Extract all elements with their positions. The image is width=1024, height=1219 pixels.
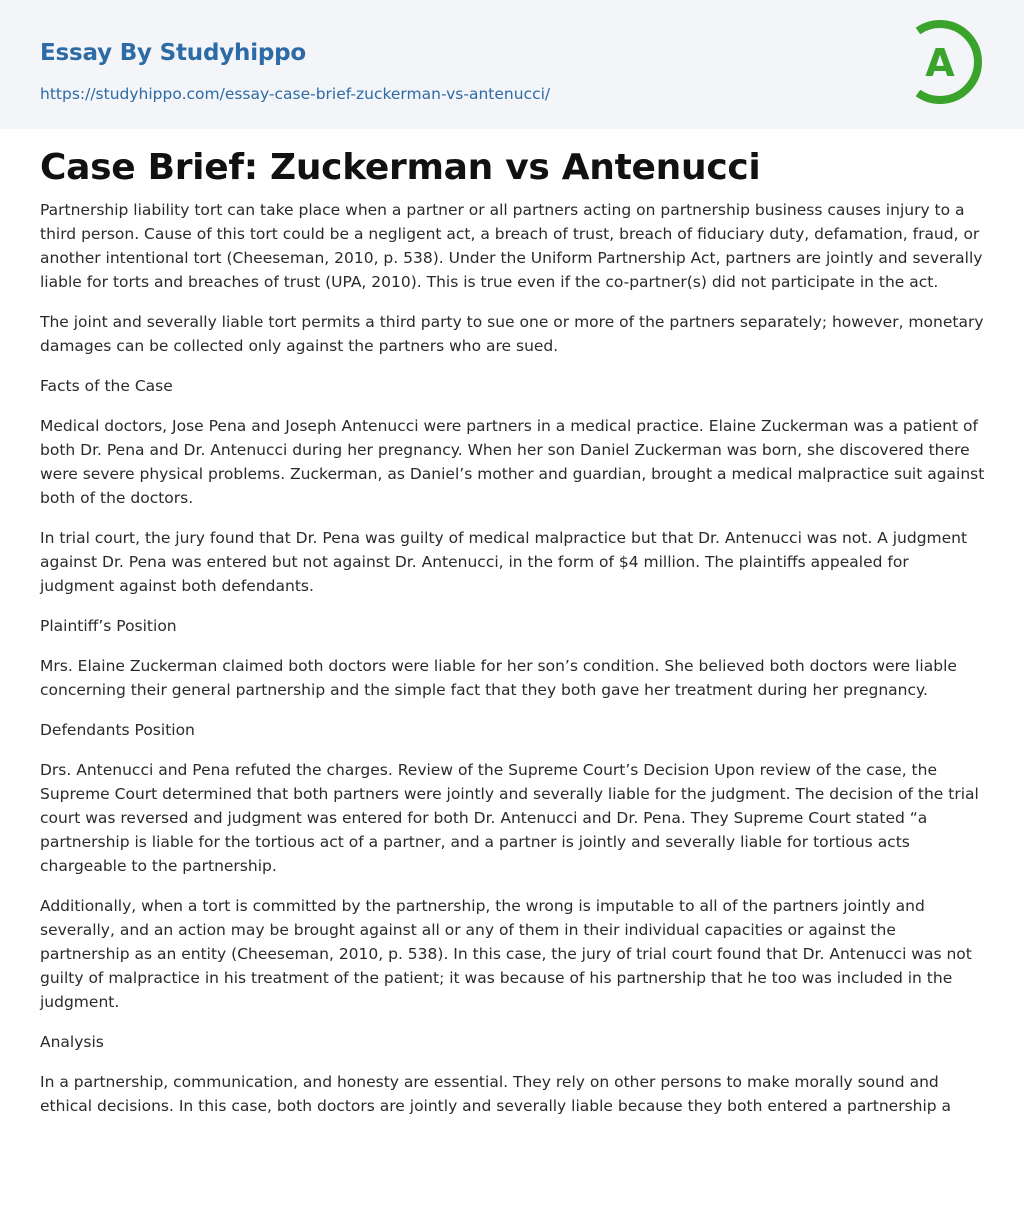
site-name[interactable]: Essay By Studyhippo <box>40 40 307 66</box>
logo-letter: A <box>925 41 955 85</box>
paragraph-defendants: Drs. Antenucci and Pena refuted the charges. Review of the Supreme Court’s Decision Upon review of the case, the Supreme Court determined that both partners were jointly and severally liable for the judgment. The decision of the trial court was reversed and judgment was entered for both Dr. Antenucci and Dr. Pena. They Supreme Court stated “a partnership is liable for the tortious act of a partner, and a partner is jointly and severally liable for tortious acts chargeable to the partnership. <box>40 761 979 875</box>
article <box>40 142 986 1134</box>
paragraph-analysis: In a partnership, communication, and honesty are essential. They rely on other persons to make morally sound and ethical decisions. In this case, both doctors are jointly and severally liable because they both entered a partnership a <box>40 1073 952 1115</box>
article-title: Case Brief: Zuckerman vs Antenucci <box>40 147 761 188</box>
essay-url-link[interactable]: https://studyhippo.com/essay-case-brief-zuckerman-vs-antenucci/ <box>40 85 551 103</box>
heading-plaintiff: Plaintiff’s Position <box>40 617 177 635</box>
paragraph-intro: Partnership liability tort can take place when a partner or all partners acting on partnership business causes injury to a third person. Cause of this tort could be a negligent act, a breach of trust, breach of fiduciary duty, defamation, fraud, or another intentional tort (Cheeseman, 2010, p. 538). Under the Uniform Partnership Act, partners are jointly and severally liable for torts and breaches of trust (UPA, 2010). This is true even if the co-partner(s) did not participate in the act. <box>40 201 983 291</box>
paragraph-additionally: Additionally, when a tort is committed by the partnership, the wrong is imputable to all of the partners jointly and severally, and an action may be brought against all or any of them in their individual capacities or against the partnership as an entity (Cheeseman, 2010, p. 538). In this case, the jury of trial court found that Dr. Antenucci was not guilty of malpractice in his treatment of the patient; it was because of his partnership that he too was included in the judgment. <box>40 897 972 1011</box>
paragraph-joint-liability: The joint and severally liable tort permits a third party to sue one or more of the partners separately; however, monetary damages can be collected only against the partners who are sued. <box>40 313 984 355</box>
heading-defendants: Defendants Position <box>40 721 195 739</box>
site-header <box>0 0 1024 129</box>
paragraph-facts: Medical doctors, Jose Pena and Joseph Antenucci were partners in a medical practice. Elaine Zuckerman was a patient of both Dr. Pena and Dr. Antenucci during her pregnancy. When her son Daniel Zuckerman was born, she discovered there were severe physical problems. Zuckerman, as Daniel’s mother and guardian, brought a medical malpractice suit against both of the doctors. <box>40 417 985 507</box>
paragraph-plaintiff: Mrs. Elaine Zuckerman claimed both doctors were liable for her son’s condition. She believed both doctors were liable concerning their general partnership and the simple fact that they both gave her treatment during her pregnancy. <box>40 657 957 699</box>
heading-facts: Facts of the Case <box>40 377 173 395</box>
heading-analysis: Analysis <box>40 1033 104 1051</box>
paragraph-trial: In trial court, the jury found that Dr. Pena was guilty of medical malpractice but that Dr. Antenucci was not. A judgment against Dr. Pena was entered but not against Dr. Antenucci, in the form of $4 million. The plaintiffs appealed for judgment against both defendants. <box>40 529 968 595</box>
studyhippo-logo-icon[interactable] <box>912 18 988 106</box>
